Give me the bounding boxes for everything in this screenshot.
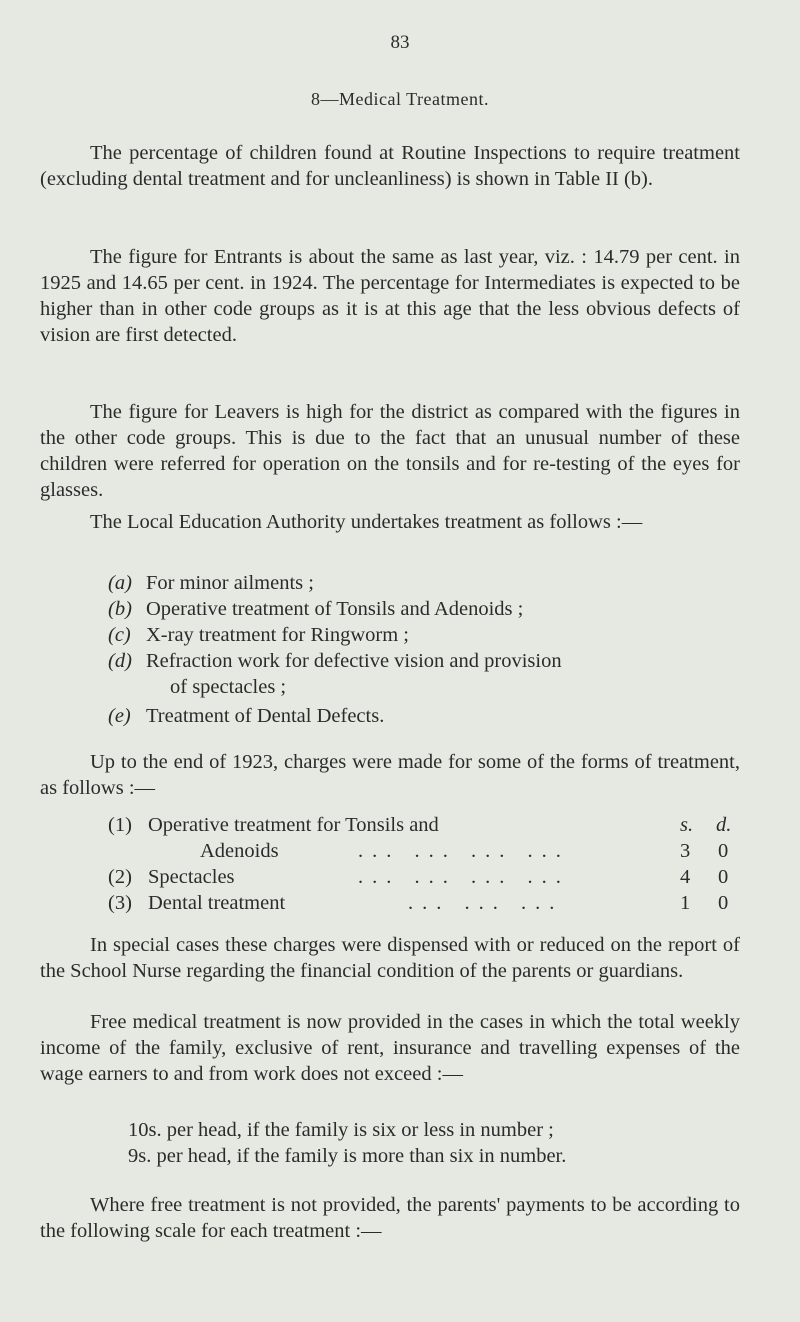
paragraph-8: Where free treatment is not provided, the parents' payments to be according to the following scale for each treatment :— <box>40 1194 740 1242</box>
section-heading: 8—Medical Treatment. <box>311 89 489 109</box>
paragraph-5: Up to the end of 1923, charges were made for some of the forms of treatment, as follows :— <box>40 751 740 799</box>
list-item-d: (d) Refraction work for defective vision and provision <box>108 650 562 672</box>
paragraph-3: The figure for Leavers is high for the district as compared with the figures in the other code groups. This is due to the fact that an unusual number of these children were referred for operation on the tonsils and for re-testing of the eyes for glasses. <box>40 401 740 501</box>
list-item-c: (c) X-ray treatment for Ringworm ; <box>108 624 410 646</box>
paragraph-7: Free medical treatment is now provided in the cases in which the total weekly income of the family, exclusive of rent, insurance and travelling expenses of the wage earners to and from work does not exceed :— <box>40 1011 740 1085</box>
list-item-e: (e) Treatment of Dental Defects. <box>108 705 385 727</box>
paragraph-1: The percentage of children found at Routine Inspections to require treatment (excluding dental treatment and for uncleanliness) is shown in Table II (b). <box>40 142 740 190</box>
paragraph-6: In special cases these charges were dispensed with or reduced on the report of the School Nurse regarding the financial condition of the parents or guardians. <box>40 934 740 982</box>
list-item-a: (a) For minor ailments ; <box>108 572 314 594</box>
charges-row-2: (2) Spectacles ... ... ... ... 4 0 <box>108 866 729 888</box>
paragraph-2: The figure for Entrants is about the same as last year, viz. : 14.79 per cent. in 1925 and 14.65 per cent. in 1924. The percentage for Intermediates is expected to be higher than in other code groups as it is at this age that the less obvious defects of vision are first detected. <box>40 246 740 346</box>
list-item-b: (b) Operative treatment of Tonsils and Adenoids ; <box>108 598 524 620</box>
income-limit-1: 10s. per head, if the family is six or less in number ; <box>128 1119 554 1141</box>
charges-row-3: (3) Dental treatment ... ... ... 1 0 <box>108 892 729 914</box>
list-item-d-continued: of spectacles ; <box>170 676 287 698</box>
page-number: 83 <box>390 32 410 53</box>
paragraph-4: The Local Education Authority undertakes treatment as follows :— <box>90 511 643 533</box>
charges-row-1-continued: Adenoids ... ... ... ... 3 0 <box>200 840 729 862</box>
charges-row-1: (1) Operative treatment for Tonsils and s. d. <box>108 814 732 836</box>
income-limit-2: 9s. per head, if the family is more than six in number. <box>128 1145 567 1167</box>
